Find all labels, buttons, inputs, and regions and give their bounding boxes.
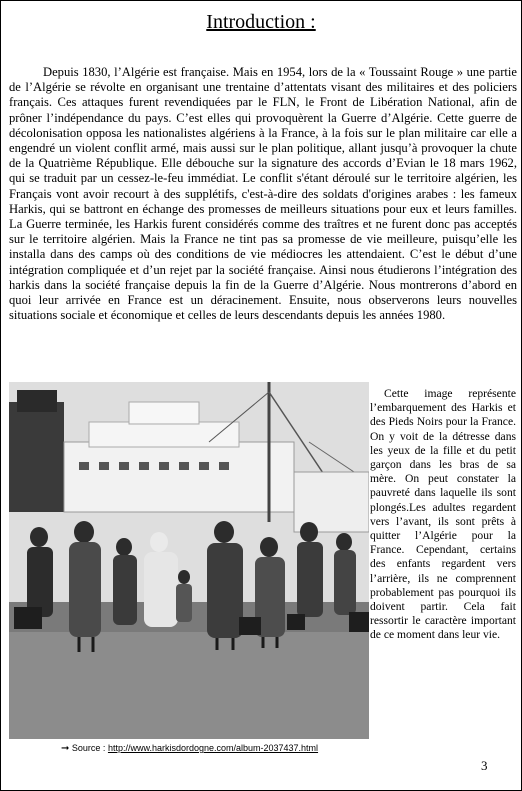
intro-paragraph: Depuis 1830, l’Algérie est française. Mais en 1954, lors de la « Toussaint Rouge » une partie de l’Algérie se révolte en organisant une trentaine d’attentats visant des militaires et des policiers français. Ces attaques furent revendiquées par le FLN, le Front de Libération National, afin de prôner l’indépendance du pays. C’est elles qui provoquèrent la Guerre d’Algérie. Cette guerre de décolonisation opposa les nationalistes algériens à la France, à la fois sur le plan militaire car elle a engendré un violent conflit armé, mais aussi sur le plan politique, allant jusqu’à provoquer la chute de la Quatrième République. Elle débouche sur la signature des accords d’Evian le 18 mars 1962, qui se traduit par un cessez-le-feu immédiat. Le conflit s'étant déroulé sur le territoire algérien, les Français vont avoir recourt à des supplétifs, c'est-à-dire des soldats d'origines arabes : les fameux Harkis, qui se battront en échange des promesses de meilleurs situations pour eux et leurs familles. La Guerre terminée, les Harkis furent considérés comme des traîtres et ne furent donc pas acceptés sur le territoire algérien. Mais la France ne tint pas sa promesse de vie meilleure, puisqu’elle les installa dans des camps où des conditions de vie médiocres les attendaient. C’est le début d’une intégration compliquée et d’un rejet par la société française. Ainsi nous étudierons l’intégration des harkis dans la société française depuis la fin de la Guerre d’Algérie. Nous montrerons d’abord en quoi leur arrivée en France est un déracinement. Ensuite, nous observerons leurs nouvelles situations sociale et économique et celles de leurs descendants depuis les années 1980. xyxy=(9,65,517,323)
arrow-icon: ➞ xyxy=(61,743,70,754)
page-title: Introduction : xyxy=(206,11,316,33)
image-caption: Cette image représente l’embarquement des Harkis et des Pieds Noirs pour la France. On y voit de la détresse dans les yeux de la fille et du petit garçon dans les bras de sa mère. On peut constater la pauvreté dans laquelle ils sont plongés.Les adultes regardent vers l’avant, ils sont prêts à quitter l’Algérie pour la France. Cependant, certains des enfants regardent vers l’arrière, ils ne comprennent probablement pas pourquoi ils doivent partir. Cela fait ressortir le caractère important de ce moment dans leur vie. xyxy=(370,387,516,642)
embarkation-photo xyxy=(9,382,369,739)
source-label: Source : xyxy=(71,743,108,753)
image-source xyxy=(61,743,318,754)
page-number: 3 xyxy=(481,758,488,773)
source-link[interactable]: http://www.harkisdordogne.com/album-2037437.html xyxy=(107,743,319,753)
photo-illustration xyxy=(9,382,369,739)
